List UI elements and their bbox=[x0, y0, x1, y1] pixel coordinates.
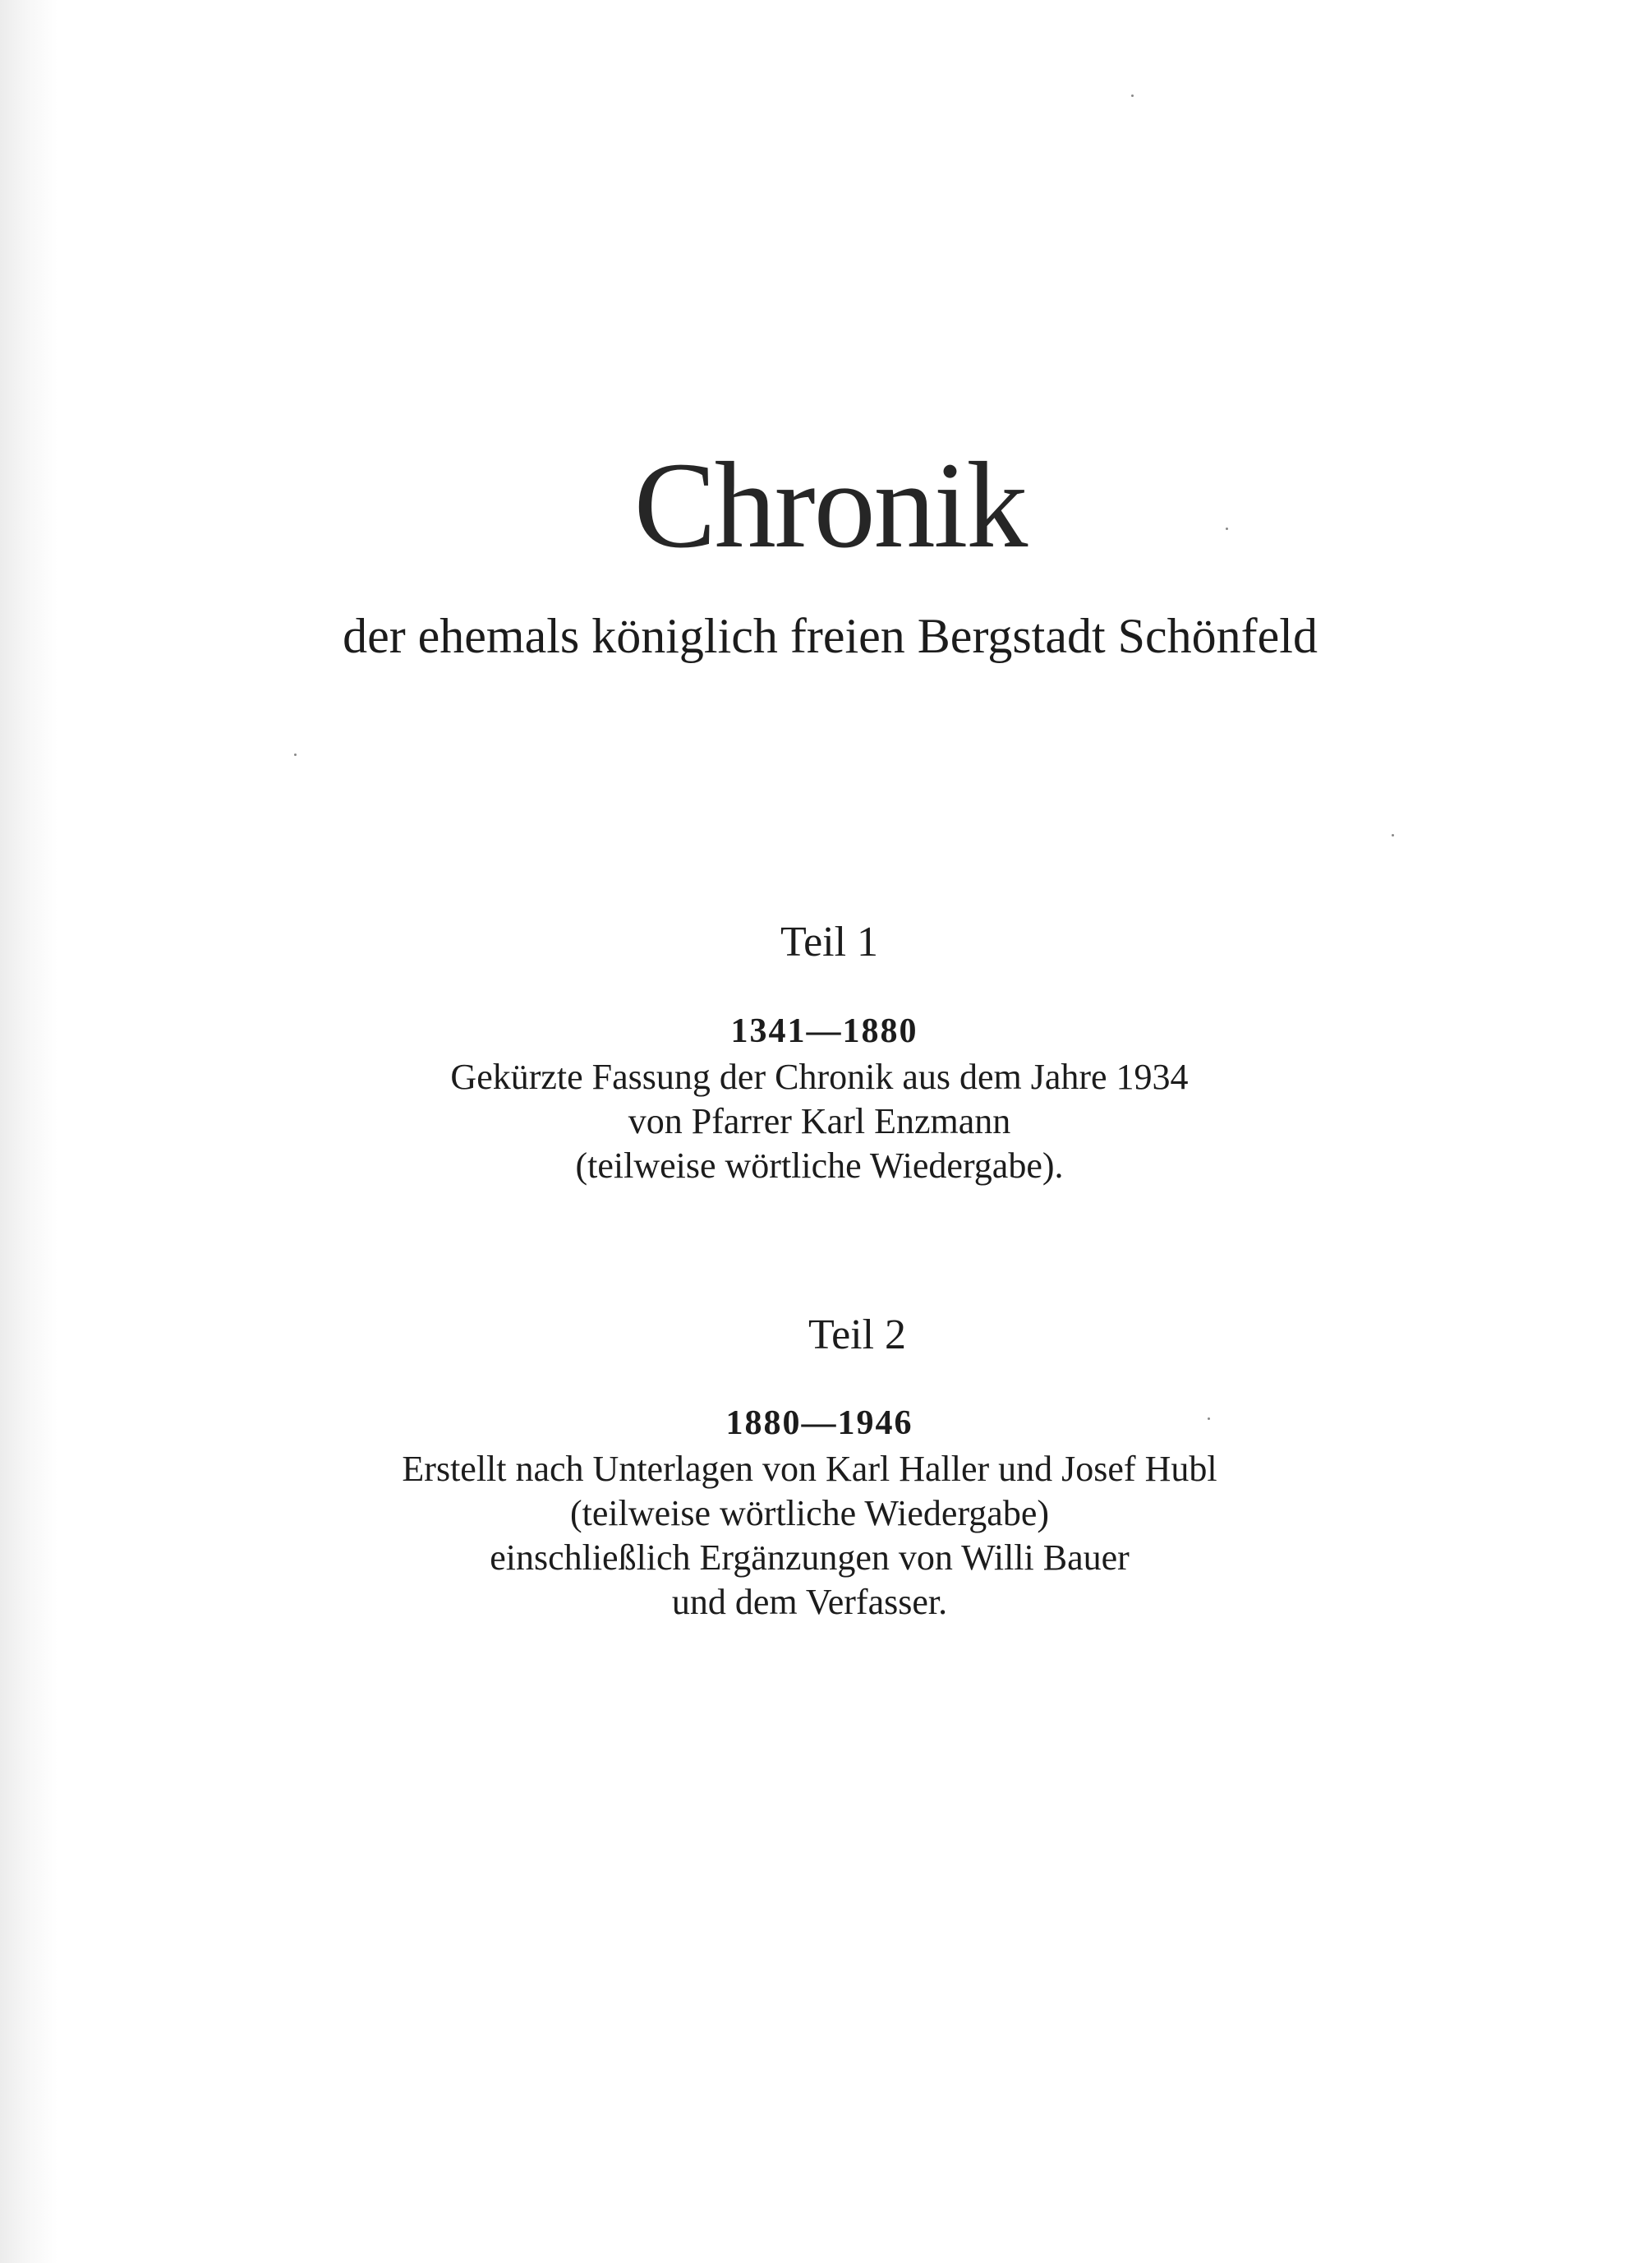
part-2-description-line: (teilweise wörtliche Wiedergabe) bbox=[569, 1493, 1050, 1533]
part-2-description-line: und dem Verfasser. bbox=[671, 1582, 948, 1622]
part-1-description-line: Gekürzte Fassung der Chronik aus dem Jahre 1934 bbox=[450, 1057, 1189, 1097]
part-2-description-line: einschließlich Ergänzungen von Willi Bauer bbox=[490, 1537, 1130, 1578]
part-2-years: 1880—1946 bbox=[725, 1404, 913, 1442]
part-1-description-line: von Pfarrer Karl Enzmann bbox=[628, 1101, 1011, 1141]
page-title: Chronik bbox=[633, 437, 1027, 574]
part-1-years: 1341—1880 bbox=[730, 1012, 918, 1050]
part-2-description-line: Erstellt nach Unterlagen von Karl Haller und Josef Hubl bbox=[402, 1449, 1217, 1489]
scan-speck bbox=[1131, 94, 1134, 97]
page-subtitle: der ehemals königlich freien Bergstadt Schönfeld bbox=[343, 609, 1318, 663]
part-1-heading: Teil 1 bbox=[780, 919, 879, 966]
part-1-description-line: (teilweise wörtliche Wiedergabe). bbox=[575, 1145, 1064, 1186]
part-2-heading: Teil 2 bbox=[808, 1311, 907, 1358]
scan-speck bbox=[1392, 834, 1394, 837]
scan-speck bbox=[294, 754, 297, 756]
